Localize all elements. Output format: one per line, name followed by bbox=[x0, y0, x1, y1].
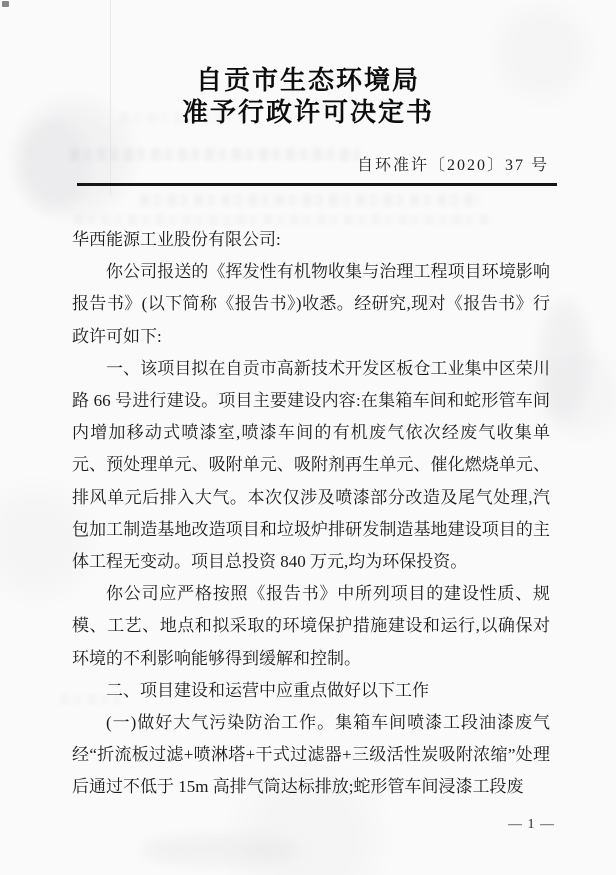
document-title bbox=[0, 64, 616, 128]
scan-blotch bbox=[18, 120, 88, 210]
bleed-through-text bbox=[140, 194, 480, 206]
document-title-line1: 自贡市生态环境局 bbox=[195, 65, 420, 95]
paragraph-item-2-1: (一)做好大气污染防治工作。集箱车间喷漆工段油漆废气经“折流板过滤+喷淋塔+干式过滤器+三级活性炭吸附浓缩”处理后通过不低于 15m 高排气筒达标排放;蛇形管车间浸漆工段废 bbox=[72, 713, 550, 797]
paragraph-requirement: 你公司应严格按照《报告书》中所列项目的建设性质、规模、工艺、地点和拟采取的环境保护措施建设和运行,以确保对环境的不利影响能够得到缓解和控制。 bbox=[72, 584, 550, 668]
document-body bbox=[72, 224, 550, 804]
scan-blotch bbox=[140, 835, 300, 865]
paragraph-item-1: 一、该项目拟在自贡市高新技术开发区板仓工业集中区荣川路 66 号进行建设。项目主要建设内容:在集箱车间和蛇形管车间内增加移动式喷漆室,喷漆车间的有机废气依次经废气收集单元、预处理单元、吸附单元、吸附剂再生单元、催化燃烧单元、排风单元后排入大气。本次仅涉及喷漆部分改造及尾气处理,汽包加工制造基地改造项目和垃圾炉排研发制造基地建设项目的主体工程无变动。项目总投资 840 万元,均为环保投资。 bbox=[72, 358, 550, 572]
paragraph-item-2: 二、项目建设和运营中应重点做好以下工作 bbox=[106, 680, 429, 700]
page-number: — 1 — bbox=[508, 817, 555, 832]
header-divider-rule bbox=[77, 183, 557, 186]
scan-corner-mark bbox=[2, 1, 9, 7]
bleed-through-text bbox=[70, 148, 360, 161]
document-number: 自环准许〔2020〕37 号 bbox=[356, 157, 549, 174]
recipient-line: 华西能源工业股份有限公司: bbox=[72, 230, 281, 249]
document-title-line2: 准予行政许可决定书 bbox=[181, 97, 434, 127]
paragraph-intro: 你公司报送的《挥发性有机物收集与治理工程项目环境影响报告书》(以下简称《报告书》)收悉。经研究,现对《报告书》行政许可如下: bbox=[72, 262, 550, 346]
